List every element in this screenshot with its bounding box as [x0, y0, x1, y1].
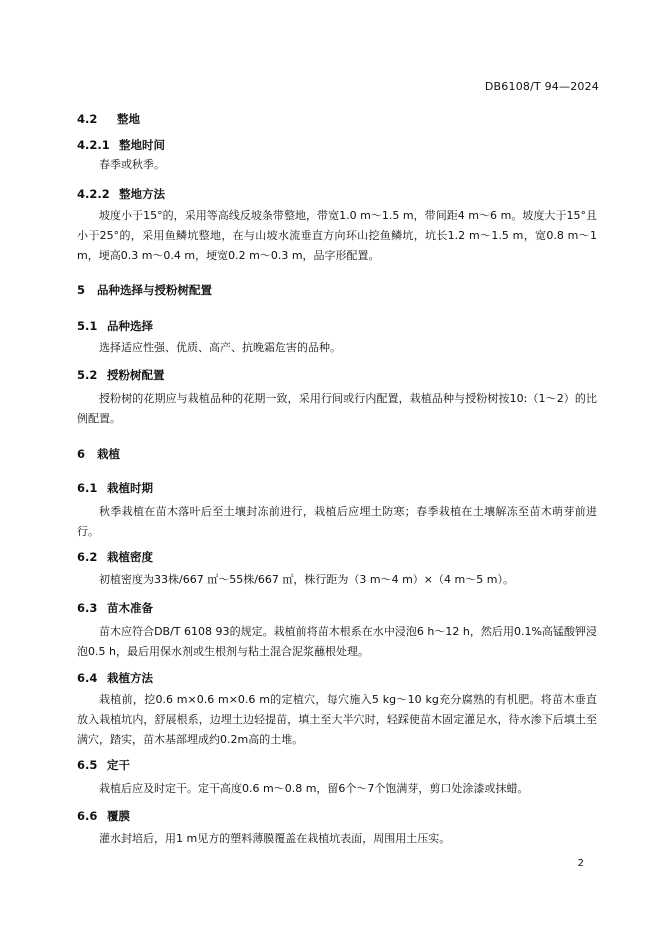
doc-code: DB6108/T 94—2024: [484, 80, 599, 93]
heading-6-6: [77, 808, 130, 824]
section-title: 整地方法: [119, 187, 165, 201]
section-title: 品种选择: [107, 319, 153, 333]
section-number: 6.5: [77, 758, 98, 772]
heading-6: [77, 446, 120, 462]
section-title: 栽植方法: [107, 671, 153, 685]
paragraph-6-5: 栽植后应及时定干。定干高度0.6 m～0.8 m，留6个～7个饱满芽，剪口处涂漆或抹蜡。: [99, 782, 529, 795]
section-number: 5.2: [77, 368, 98, 382]
section-number: 6.3: [77, 601, 98, 615]
paragraph-6-1: 秋季栽植在苗木落叶后至土壤封冻前进行，栽植后应埋土防寒；春季栽植在土壤解冻至苗木萌芽前进行。: [77, 505, 597, 538]
page-number: 2: [577, 858, 584, 869]
heading-5-1: [77, 318, 153, 334]
heading-4-2-1: [77, 137, 165, 153]
heading-6-3: [77, 600, 153, 616]
section-title: 整地时间: [119, 138, 165, 152]
section-title: 品种选择与授粉树配置: [97, 283, 212, 297]
section-number: 6.2: [77, 550, 98, 564]
section-number: 5: [77, 283, 86, 297]
section-title: 覆膜: [107, 809, 130, 823]
section-title: 栽植: [97, 447, 120, 461]
paragraph-6-6: 灌水封培后，用1 m见方的塑料薄膜覆盖在栽植坑表面，周围用土压实。: [99, 832, 451, 845]
heading-5-2: [77, 367, 165, 383]
heading-6-5: [77, 757, 130, 773]
heading-6-2: [77, 549, 153, 565]
section-number: 6.6: [77, 809, 98, 823]
paragraph-6-3: 苗木应符合DB/T 6108 93的规定。栽植前将苗木根系在水中浸泡6 h～12 h，然后用0.1%高锰酸钾浸泡0.5 h，最后用保水剂或生根剂与粘土混合泥浆蘸根处理。: [77, 625, 597, 658]
section-title: 授粉树配置: [107, 368, 165, 382]
section-number: 5.1: [77, 319, 98, 333]
heading-6-4: [77, 670, 153, 686]
paragraph-4-2-2: 坡度小于15°的，采用等高线反坡条带整地，带宽1.0 m～1.5 m，带间距4 m～6 m。坡度大于15°且小于25°的，采用鱼鳞坑整地，在与山坡水流垂直方向环山挖鱼鳞坑，坑长1.2 m～1.5 m，宽0.8 m～1 m，埂高0.3 m～0.4 m，埂宽0.2 m～0.3 m，品字形配置。: [77, 209, 597, 262]
paragraph-6-2: 初植密度为33株/667 ㎡～55株/667 ㎡，株行距为（3 m～4 m）×（4 m～5 m）。: [99, 573, 514, 586]
paragraph-5-1: 选择适应性强、优质、高产、抗晚霜危害的品种。: [99, 341, 341, 354]
heading-5: [77, 282, 212, 298]
section-number: 6: [77, 447, 86, 461]
section-title: 定干: [107, 758, 130, 772]
heading-6-1: [77, 480, 153, 496]
section-title: 栽植密度: [107, 550, 153, 564]
paragraph-4-2-1: 春季或秋季。: [99, 158, 165, 171]
heading-4-2: [77, 111, 140, 127]
paragraph-6-4: 栽植前，挖0.6 m×0.6 m×0.6 m的定植穴，每穴施入5 kg～10 kg充分腐熟的有机肥。将苗木垂直放入栽植坑内，舒展根系，边埋土边轻提苗，填土至大半穴时，轻踩使苗木固定灌足水，待水渗下后填土至满穴，踏实，苗木基部埋成约0.2m高的土堆。: [77, 693, 597, 746]
heading-4-2-2: [77, 186, 165, 202]
section-title: 栽植时期: [107, 481, 153, 495]
section-number: 6.4: [77, 671, 98, 685]
paragraph-5-2: 授粉树的花期应与栽植品种的花期一致，采用行间或行内配置，栽植品种与授粉树按10:（1～2）的比例配置。: [77, 392, 597, 425]
section-title: 苗木准备: [107, 601, 153, 615]
section-title: 整地: [117, 112, 140, 126]
section-number: 4.2.1: [77, 138, 110, 152]
section-number: 4.2.2: [77, 187, 110, 201]
section-number: 6.1: [77, 481, 98, 495]
section-number: 4.2: [77, 112, 98, 126]
